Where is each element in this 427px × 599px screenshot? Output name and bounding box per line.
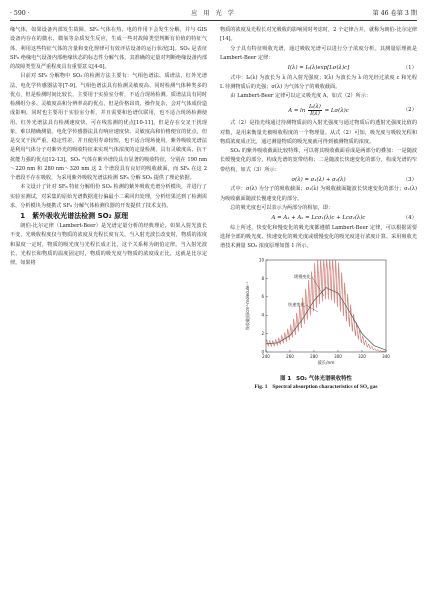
paragraph: 由 Lambert-Beer 定律可以定义吸光度 A，如式（2）所示：	[230, 93, 371, 99]
y-axis-label: 吸收截面/cm²·molecule⁻¹	[245, 282, 250, 331]
equation-2	[220, 101, 417, 119]
x-tick-label: 300	[334, 354, 342, 360]
section-heading: 1 紫外吸收光谱法检测 SO₂ 原理	[20, 212, 129, 220]
equation-number: （2）	[402, 107, 417, 114]
volume-issue: 第 46 卷第 3 期	[372, 10, 417, 17]
figure-label-cn: 图 1	[280, 376, 292, 383]
page-header	[10, 8, 417, 21]
paragraph: 物质的浓度及光程长对光吸收的影响同时考虑时，2 个定律合并，就称为朗伯-比尔定律[14]。	[220, 27, 417, 43]
figure-caption-text-cn: SO₂ 气体光谱吸收特性	[296, 376, 352, 383]
annotation-fast: 快速变化	[288, 302, 305, 308]
paragraph: SO₂ 的紫外吸收截面比较特殊，可以将其吸收截面看成是两部分的叠加：一是随波长缓慢变化的部分，构成光谱的宽带结构；二是随波长快速变化的部分，构成光谱的窄带结构，如式（3）所示：	[220, 148, 417, 173]
x-tick-label: 280	[310, 354, 318, 360]
left-column	[10, 26, 207, 268]
equation-rhs: = Lσ(λ)c	[324, 108, 349, 115]
annotation-slow: 缓慢变化	[294, 274, 311, 280]
paragraph: 式中：I₀(λ) 为波长为 λ 的入射光强度；I(λ) 为波长为 λ 的光经过浓度 c 和光程 L 待测物质后的光强；σ(λ) 为气体分子的吸收截面。	[220, 74, 417, 90]
fraction-denominator: I(λ)	[310, 111, 320, 118]
absorption-chart	[244, 254, 394, 374]
equation-expr: I(λ) = I₀(λ)exp[Lσ(λ)c]	[287, 65, 350, 71]
paragraph: 目前对 SF₆ 分解物中 SO₂ 的检测方法主要有：气相色谱法、质谱法、红外光谱法、电化学传感器法等[7-9]。气相色谱法具有检测灵敏度高、同时检测气体种类多的优点，但是检测时间比较长，主要用于实验室分析，不适合现场检测。质谱法具有同时检测组分多、灵敏度高和分辨率高的优点，但是价格昂贵，操作复杂，会对气体成份造成影响，同时也主要用于实验室分析，并且需要和色谱仪联用，也不适合现场检测使用。红外光谱法具有检测速度快、可在线监测的优点[10-11]，但是存在交叉干扰现象，难以精确测量。电化学传感器法具有响应速度快、灵敏度高和价格便宜的优点，但是交叉干扰严重，稳定性差，并且使用寿命较短，也不适合现场使用。紫外吸收光谱法是利用气体分子对紫外光的吸收特征来实现气体浓度的定量检测，具有灵敏度高、抗干扰能力强的优点[12-13]。SO₂ 气体在紫外谱段具有显著的吸收特征，分别在 190 nm～220 nm 和 280 nm～320 nm 这 2 个谱段具有良好的吸收截面，而 SF₆ 在这 2 个谱段不存在吸收，为采用紫外吸收光谱法检测 SF₆ 分解 SO₂ 提供了理论依据。	[10, 73, 207, 181]
x-tick-label: 240	[262, 354, 270, 360]
paragraph: 综上所述，快变化和慢变化的吸光度都遵循 Lambert-Beer 定律，可以根据需要选择全部的吸光度、快速变化的吸光度或缓慢变化的吸光度进行浓度计算。采用吸收光谱技术测量 SO₂ 浓度原理如图 1 所示。	[220, 224, 417, 249]
fraction-numerator: I₀(λ)	[308, 104, 321, 111]
paragraph: 朗伯-比尔定律（Lambert-Beer）是光谱定量分析的经典理论。如果入射光波长不变，光吸收程度仅与物质的浓度及光程长度有关，当入射光波长改变时，物质的浓度和温度一定时，物质的吸光度与光程长成正比，这个关系称为朗伯定律。当入射光波长、光程长和物质的温度固定时，物质的吸光度与物质的浓度成正比，这就是比尔定律。如果将	[10, 223, 207, 266]
x-axis-label: 波长/nm	[317, 361, 335, 367]
fast-varying-line	[266, 260, 385, 352]
right-column	[220, 26, 417, 391]
paragraph: 分子具有特征吸收光谱，通过吸收光谱可以进行分子浓度分析。其测量原理就是 Lambert-Beer 定律：	[220, 45, 417, 61]
figure-label-en: Fig. 1	[254, 384, 268, 391]
x-tick-label: 260	[286, 354, 294, 360]
paragraph: 总的吸光度也可以表示为两部分的相加，即：	[230, 204, 334, 211]
equation-number: （3）	[402, 176, 417, 183]
y-tick-label: 4	[261, 312, 264, 318]
equation-1	[220, 63, 417, 74]
equation-3	[220, 175, 417, 186]
equation-number: （4）	[402, 215, 417, 221]
figure-caption-cn	[220, 375, 417, 383]
slow-varying-line	[266, 288, 386, 351]
x-tick-label: 340	[382, 354, 390, 360]
journal-title: 应 用 光 学	[191, 10, 236, 17]
equation-expr	[220, 104, 417, 117]
fraction	[308, 104, 322, 117]
equation-4	[220, 213, 417, 224]
x-tick-label: 320	[358, 354, 366, 360]
y-tick-label: 2	[261, 331, 264, 337]
y-tick-label: 8	[261, 276, 264, 282]
equation-expr: σ(λ) = σ₁(λ) + σ₂(λ)	[291, 176, 346, 183]
equation-number: （1）	[402, 65, 417, 71]
paragraph: 缘气体，如果设备内部发生故障，SF₆ 气体在热、电的作用下会发生分解，并与 GIS 设备内存在的微水、微氧等杂质发生反应，生成一些对故障类型判断有价值的特征气体，利用这些特征气体的含量和变化规律可有效评估设备的运行状况[3]。SO₂ 是表征 SF₆ 绝缘电气设备内部绝缘状态的标志性分解气体，其准确的定量对判断绝缘设备内部的故障类型及严重程度具有重要意义[4-6]。	[10, 27, 207, 70]
paragraph: 式中：σ(λ) 为分子的吸收截面；σ₁(λ) 为吸收截面随波长快速变化的部分；σ₂(λ) 为吸收截面随波长慢速变化的部分。	[220, 186, 417, 202]
y-tick-label: 6	[261, 294, 264, 300]
y-tick-label: 0	[261, 349, 264, 355]
equation-lhs: A = ln	[288, 108, 306, 115]
figure-caption-en	[220, 383, 417, 391]
page-number: · 590 ·	[10, 10, 30, 17]
figure-1	[220, 254, 417, 374]
y-tick-label: 10	[258, 257, 264, 263]
paragraph: 式（2）是指光线通过待测物质前的入射光强度与通过物质后的透射光强度比值的对数，是用来衡量光被吸收程度的一个物理量。从式（2）可知，吸光度与吸收光程和物质浓度成正比，通过测量物质的吸光度就可得到被测物质的浓度。	[220, 120, 417, 145]
equation-expr: A = A₁ + A₂ = Lcσ₁(λ)c + Lcσ₂(λ)c	[271, 215, 366, 221]
paragraph: 本文设计了针对 SF₆ 特征分解组份 SO₂ 检测的紫外吸收光谱分析模块，并进行了实验室测试，对采集的原始光谱数据进行偏最小二乘回归处理，分析结果达到了检测需求，分析模块为便携式 SF₆ 分解气体检测仪器的开发提供了技术支持。	[10, 184, 207, 209]
figure-caption-text-en: Spectral absorption characteristics of SO₂ gas	[272, 384, 378, 391]
